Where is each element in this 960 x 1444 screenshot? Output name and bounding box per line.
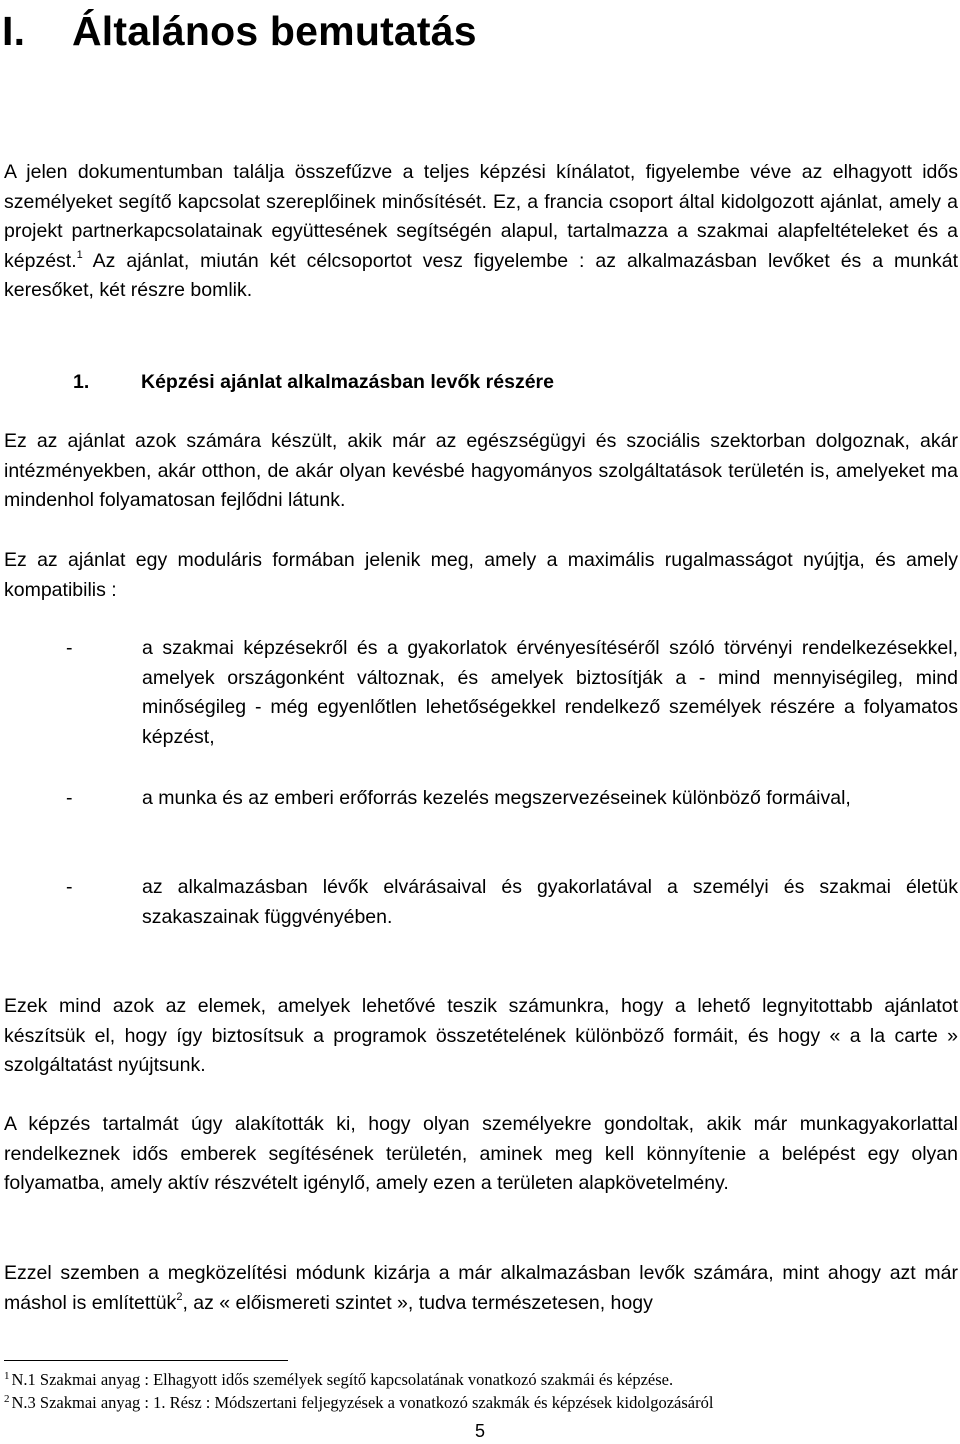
intro-text-part2: Az ajánlat, miután két célcsoportot vesz figyelembe : az alkalmazásban levőket és a munkát keresőket, két részre bomlik.	[4, 249, 959, 301]
list-item-text: a szakmai képzésekről és a gyakorlatok érvényesítéséről szóló törvényi rendelkezésekkel, amelyek országonként változnak, és amelyek biztosítják a - mind mennyiségileg, mind minőségileg - még egyenlőtlen lehetőségekkel rendelkező személyek részére a folyamatos képzést,	[142, 637, 958, 748]
footnote-text: N.1 Szakmai anyag : Elhagyott idős személyek segítő kapcsolatának vonatkozó szakmái és képzése.	[11, 1370, 674, 1389]
chapter-title-text: Általános bemutatás	[72, 8, 477, 54]
approach-text-part1: Ezzel szemben a megközelítési módunk kizárja a már alkalmazásban levők számára, mint ahogy azt már máshol is említettük	[4, 1262, 958, 1314]
footnote-ref-2[interactable]: 2	[176, 1290, 183, 1303]
list-dash: -	[66, 637, 73, 659]
chapter-title	[2, 4, 477, 58]
footnote-1	[4, 1369, 954, 1390]
footnote-text: N.3 Szakmai anyag : 1. Rész : Módszertani feljegyzések a vonatkozó szakmák és képzések kidolgozásáról	[11, 1393, 714, 1412]
paragraph-content: A képzés tartalmát úgy alakították ki, hogy olyan személyekre gondoltak, akik már munkagyakorlattal rendelkeznek idős emberek segítésének területén, aminek meg kell könnyítenie a belépést egy olyan folyamatba, amely aktív részvételt igénylő, amely ezen a területen alapkövetelmény.	[4, 1113, 958, 1194]
list-dash: -	[66, 876, 73, 898]
paragraph-approach	[4, 1259, 958, 1318]
page-number: 5	[474, 1421, 485, 1441]
footnote-marker: 1	[4, 1370, 10, 1382]
footnote-ref-1[interactable]: 1	[76, 248, 83, 261]
footnote-marker: 2	[4, 1393, 10, 1405]
intro-paragraph	[4, 158, 958, 306]
paragraph-elements: Ezek mind azok az elemek, amelyek lehetővé teszik számunkra, hogy a lehető legnyitottabb ajánlatot készítsük el, hogy így biztosítsuk a programok összetételének különböző formáit, és hogy « a la carte » szolgáltatást nyújtsunk.	[4, 995, 958, 1076]
paragraph-modular-offer: Ez az ajánlat egy moduláris formában jelenik meg, amely a maximális rugalmasságot nyújtja, és amely kompatibilis :	[4, 549, 958, 601]
footnote-2	[4, 1392, 954, 1413]
footnote-divider	[4, 1360, 288, 1361]
list-item-text: a munka és az emberi erőforrás kezelés megszervezéseinek különböző formáival,	[142, 787, 851, 809]
list-item-text: az alkalmazásban lévők elvárásaival és gyakorlatával a személyi és szakmai életük szakaszainak függvényében.	[142, 876, 958, 928]
approach-text-part2: , az « előismereti szintet », tudva természetesen, hogy	[182, 1291, 653, 1314]
chapter-number: I.	[2, 8, 26, 54]
section-heading-text: Képzési ajánlat alkalmazásban levők részére	[141, 371, 554, 393]
list-dash: -	[66, 787, 73, 809]
paragraph-target-audience: Ez az ajánlat azok számára készült, akik már az egészségügyi és szociális szektorban dolgoznak, akár intézményekben, akár otthon, de akár olyan kevésbé hagyományos szolgáltatások területén is, amelyeket ma mindenhol folyamatosan fejlődni látunk.	[4, 430, 958, 511]
intro-text-part1: A jelen dokumentumban találja összefűzve a teljes képzési kínálatot, figyelembe véve az elhagyott idős személyeket segítő kapcsolat szereplőinek minősítését. Ez, a francia csoport által kidolgozott ajánlat, amely a projekt partnerkapcsolatainak együttesének segítségén alapul, tartalmazza a szakmai alapfeltételeket és a képzést.	[4, 161, 958, 272]
section-heading	[73, 368, 554, 397]
section-number: 1.	[73, 371, 90, 393]
